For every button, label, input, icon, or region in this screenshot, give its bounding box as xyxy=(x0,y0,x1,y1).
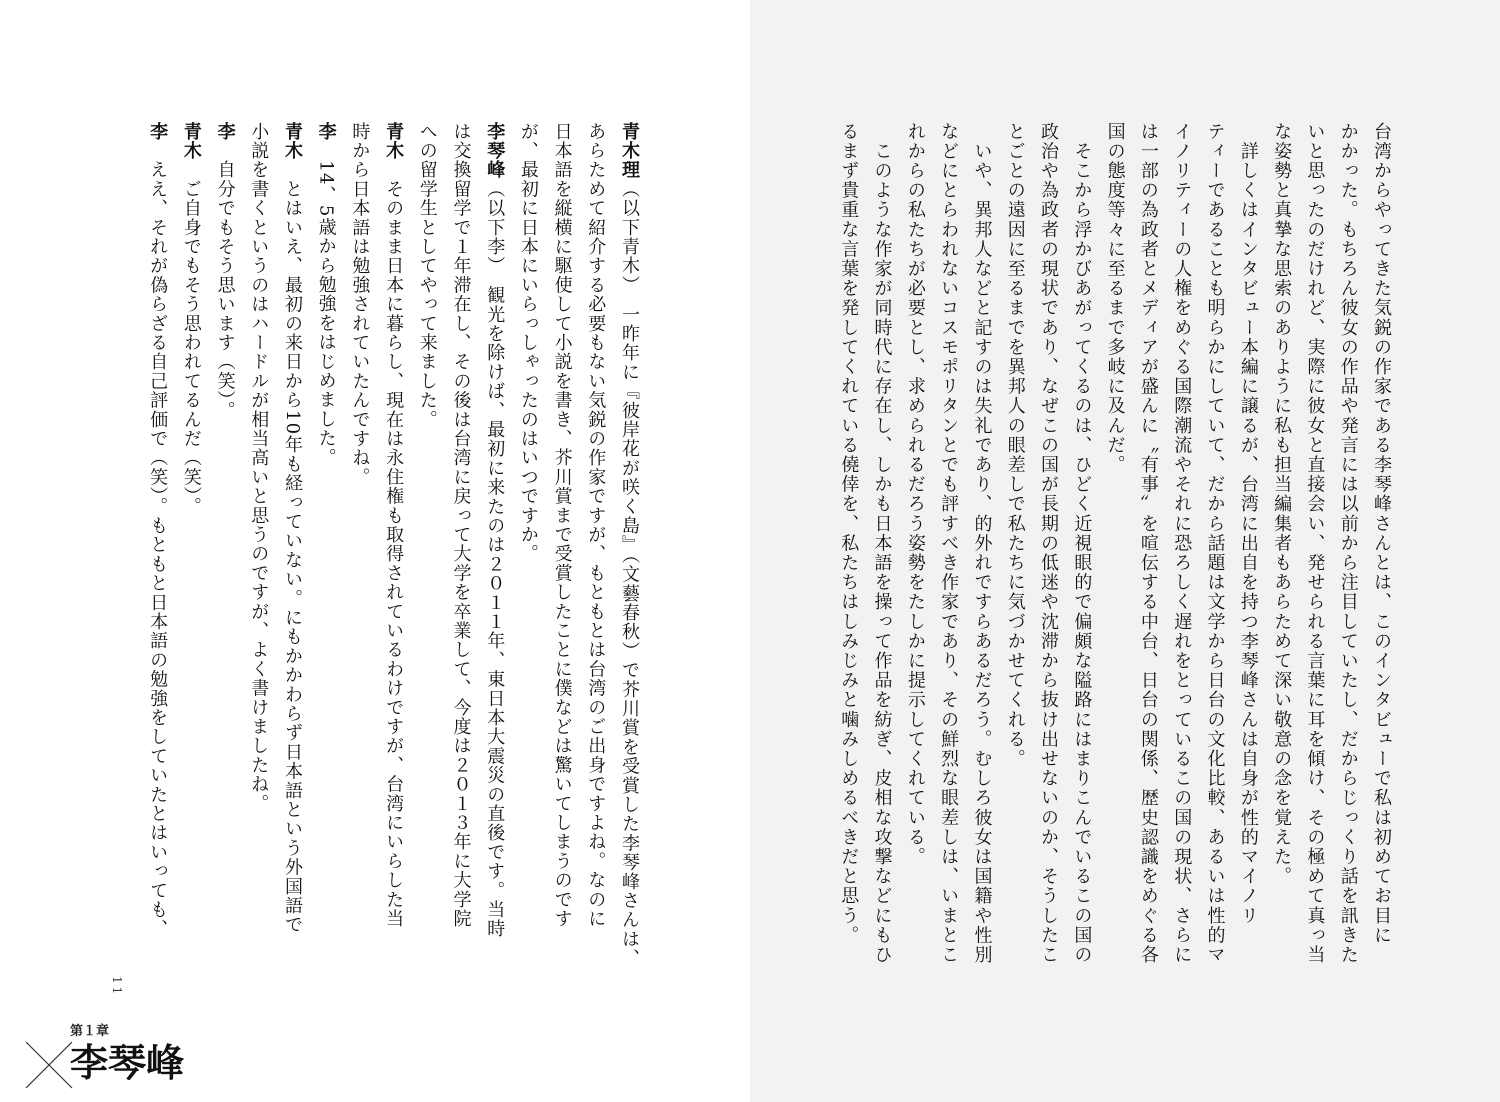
essay-line: るまず貴重な言葉を発してくれている僥倖を、私たちはしみじみと噛みしめるべきだと思う。 xyxy=(838,122,860,946)
line-text: 時から日本語は勉強されていたんですね。 xyxy=(349,122,371,487)
chapter-label: 第１章 xyxy=(70,1024,110,1039)
essay-text xyxy=(832,122,1398,965)
interview-line xyxy=(309,122,343,962)
line-text: ええ、それが偽らざる自己評価で（笑）。もともと日本語の勉強をしていたとはいっても、 xyxy=(147,141,169,939)
chapter-title: 李琴峰 xyxy=(70,1041,185,1085)
speaker-name: 李 xyxy=(214,122,236,142)
essay-line: そこから浮かびあがってくるのは、ひどく近視眼的で偏頗な隘路にはまりこんでいるこの国の xyxy=(1071,122,1093,965)
line-text: への留学生としてやって来ました。 xyxy=(416,122,438,430)
line-text: 日本語を縦横に駆使して小説を書き、芥川賞まで受賞したことに僕などは驚いてしまうのです xyxy=(551,122,573,929)
speaker-name: 青木 xyxy=(281,122,303,161)
speaker-name: 李 xyxy=(315,122,337,142)
essay-line: イノリティーの人権をめぐる国際潮流やそれに恐ろしく遅れをとっているこの国の現状、さらに xyxy=(1171,122,1193,965)
essay-line: な姿勢と真摯な思索のありように私も担当編集者もあらためて深い敬意の念を覚えた。 xyxy=(1271,122,1293,887)
interview-line xyxy=(242,122,276,962)
speaker-name: 李 xyxy=(147,122,169,142)
interview-line xyxy=(579,122,613,962)
interview-line xyxy=(477,122,511,962)
interview-line xyxy=(444,122,478,962)
speaker-name: 青木理 xyxy=(619,122,640,180)
line-text: ご自身でもそう思われてるんだ（笑）。 xyxy=(180,160,202,517)
interview-text xyxy=(140,122,646,969)
interview-line xyxy=(343,122,377,962)
cross-mark-icon xyxy=(24,1040,74,1090)
essay-line: は一部の為政者とメディアが盛んに〝有事〟を喧伝する中台、日台の関係、歴史認識をめぐる各 xyxy=(1137,122,1159,965)
line-text: （以下李） 観光を除けば、最初に来たのは２０１１年、東日本大震災の直後です。当時 xyxy=(484,179,506,939)
interview-line xyxy=(410,122,444,962)
essay-line: などにとらわれないコスモポリタンとでも評すべき作家であり、その鮮烈な眼差しは、いまとこ xyxy=(938,122,960,965)
line-text: 14、5歳から勉強をはじめました。 xyxy=(315,141,337,468)
essay-line: かかった。もちろん彼女の作品や発言には以前から注目していたし、だからじっくり話を訊きた xyxy=(1337,122,1359,965)
essay-line: いや、異邦人などと記すのは失礼であり、的外れですらあるだろう。むしろ彼女は国籍や性別 xyxy=(971,122,993,965)
page-number: 11 xyxy=(110,976,124,998)
essay-line: 国の態度等々に至るまで多岐に及んだ。 xyxy=(1104,122,1126,475)
interview-line xyxy=(511,122,545,962)
essay-line: 台湾からやってきた気鋭の作家である李琴峰さんとは、このインタビューで私は初めてお目に xyxy=(1371,122,1392,946)
line-text: （以下青木） 一昨年に『彼岸花が咲く島』（文藝春秋）で芥川賞を受賞した李琴峰さんは、 xyxy=(619,179,640,969)
essay-line: とごとの遠因に至るまでを異邦人の眼差しで私たちに気づかせてくれる。 xyxy=(1004,122,1026,769)
essay-line: いと思ったのだけれど、実際に彼女と直接会い、発せられる言葉に耳を傾け、その極めて真っ当 xyxy=(1304,122,1326,965)
line-text: とはいえ、最初の来日から10年も経っていない。にもかかわらず日本語という外国語で xyxy=(281,160,303,935)
interview-line xyxy=(174,122,208,962)
interview-line xyxy=(376,122,410,962)
line-text: 自分でもそう思います（笑）。 xyxy=(214,141,236,421)
speaker-name: 李琴峰 xyxy=(484,122,506,180)
essay-line: ティーであることも明らかにしていて、だから話題は文学から日台の文化比較、あるいは性的マ xyxy=(1204,122,1226,965)
essay-line: 政治や為政者の現状であり、なぜこの国が長期の低迷や沈滞から抜け出せないのか、そうしたこ xyxy=(1038,122,1060,965)
interview-line xyxy=(612,122,646,969)
interview-line xyxy=(140,122,174,962)
line-text: あらためて紹介する必要もない気鋭の作家ですが、もともとは台湾のご出身ですよね。なのに xyxy=(585,122,607,929)
right-page xyxy=(750,0,1500,1102)
essay-line: れからの私たちが必要とし、求められるだろう姿勢をたしかに提示してくれている。 xyxy=(904,122,926,867)
interview-line xyxy=(275,122,309,962)
line-text: 小説を書くというのはハードルが相当高いと思うのですが、よく書けましたね。 xyxy=(248,122,270,814)
essay-line: このような作家が同時代に存在し、しかも日本語を操って作品を紡ぎ、皮相な攻撃などにもひ xyxy=(871,122,893,965)
line-text: そのまま日本に暮らし、現在は永住権も取得されているわけですが、台湾にいらした当 xyxy=(383,160,405,929)
interview-line xyxy=(545,122,579,962)
essay-line: 詳しくはインタビュー本編に譲るが、台湾に出自を持つ李琴峰さんは自身が性的マイノリ xyxy=(1237,122,1259,926)
speaker-name: 青木 xyxy=(383,122,405,161)
interview-line xyxy=(208,122,242,962)
line-text: は交換留学で１年滞在し、その後は台湾に戻って大学を卒業して、今度は２０１３年に大学院 xyxy=(450,122,472,929)
speaker-name: 青木 xyxy=(180,122,202,161)
line-text: が、最初に日本にいらっしゃったのはいつですか。 xyxy=(517,122,539,564)
